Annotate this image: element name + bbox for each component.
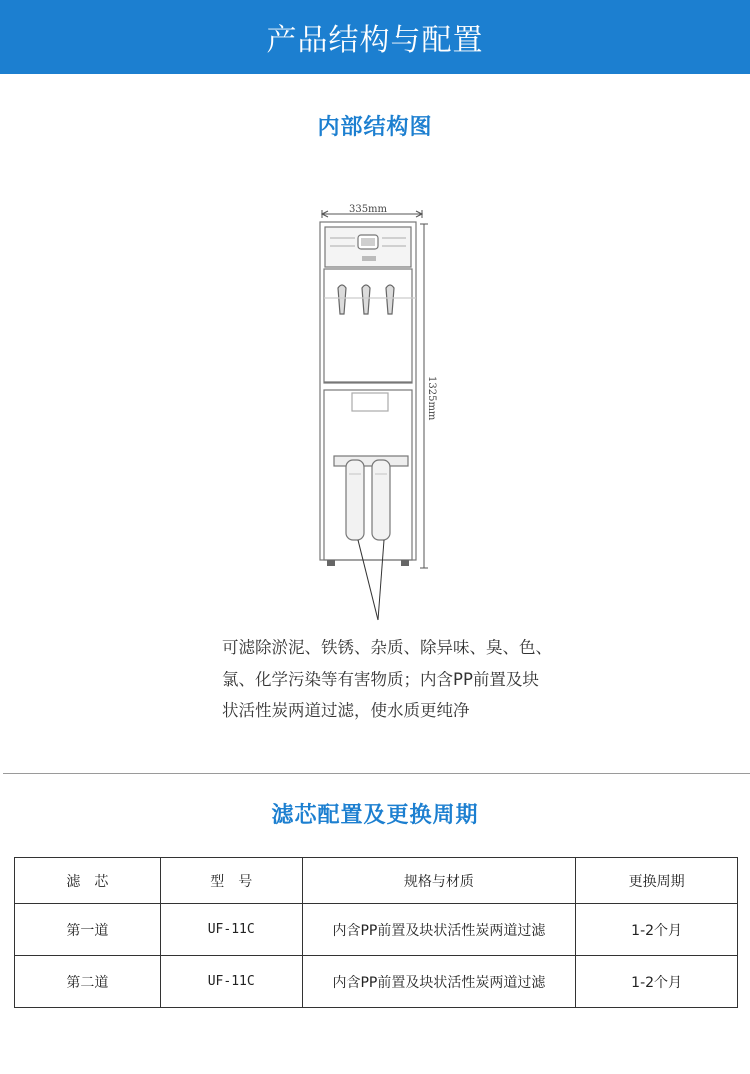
header-cycle: 更换周期 <box>576 858 738 904</box>
top-banner <box>0 0 750 74</box>
cell-model: UF-11C <box>160 904 302 956</box>
header-model: 型 号 <box>160 858 302 904</box>
cell-cycle: 1-2个月 <box>576 904 738 956</box>
description-line: 可滤除淤泥、铁锈、杂质、除异味、臭、色、 <box>222 638 552 657</box>
structure-description <box>222 632 592 727</box>
table-header-row <box>15 858 738 904</box>
banner-title: 产品结构与配置 <box>266 23 484 58</box>
table-row <box>15 904 738 956</box>
structure-heading: 内部结构图 <box>317 115 433 140</box>
description-line: 氯、化学污染等有害物质；内含PP前置及块 <box>222 669 539 689</box>
header-filter: 滤 芯 <box>15 858 161 904</box>
filter-table <box>14 857 738 1008</box>
cell-cycle: 1-2个月 <box>576 956 738 1008</box>
dimension-height-label: 1325mm <box>426 376 437 421</box>
cell-model: UF-11C <box>160 956 302 1008</box>
dispenser-structure-diagram <box>300 198 450 628</box>
section-divider <box>3 773 750 774</box>
dimension-width-label: 335mm <box>348 204 388 215</box>
cell-stage: 第一道 <box>15 904 161 956</box>
description-line: 状活性炭两道过滤，使水质更纯净 <box>222 701 470 720</box>
table-row <box>15 956 738 1008</box>
dispenser-body <box>320 222 416 566</box>
filter-heading: 滤芯配置及更换周期 <box>271 803 479 828</box>
header-spec: 规格与材质 <box>302 858 576 904</box>
cell-spec: 内含PP前置及块状活性炭两道过滤 <box>302 956 576 1008</box>
cell-spec: 内含PP前置及块状活性炭两道过滤 <box>302 904 576 956</box>
cell-stage: 第二道 <box>15 956 161 1008</box>
